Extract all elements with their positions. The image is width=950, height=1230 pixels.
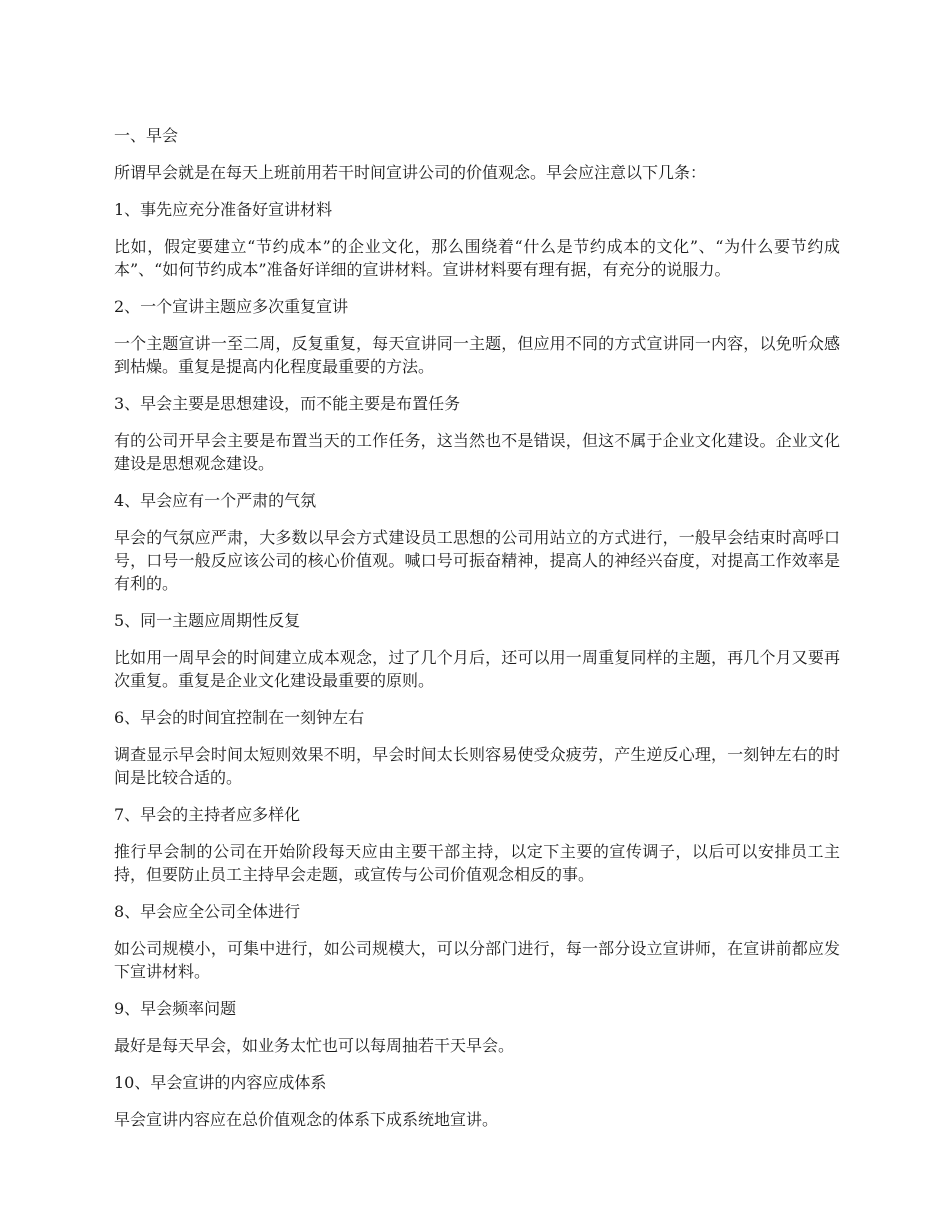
document-page	[114, 124, 840, 1145]
item-heading-4: 4、早会应有一个严肃的气氛	[114, 491, 317, 510]
item-body-1: 比如，假定要建立“节约成本”的企业文化，那么围绕着“什么是节约成本的文化”、“为什么要节约成本”、“如何节约成本”准备好详细的宣讲材料。宣讲材料要有理有据，有充分的说服力。	[114, 237, 840, 279]
item-heading-2: 2、一个宣讲主题应多次重复宣讲	[114, 297, 349, 316]
item-body-3: 有的公司开早会主要是布置当天的工作任务，这当然也不是错误，但这不属于企业文化建设。企业文化建设是思想观念建设。	[114, 431, 840, 473]
item-body-10: 早会宣讲内容应在总价值观念的体系下成系统地宣讲。	[114, 1110, 499, 1129]
item-heading-1: 1、事先应充分准备好宣讲材料	[114, 200, 333, 219]
item-heading-7: 7、早会的主持者应多样化	[114, 805, 301, 824]
item-heading-6: 6、早会的时间宜控制在一刻钟左右	[114, 708, 365, 727]
section-heading: 一、早会	[114, 126, 179, 145]
item-heading-10: 10、早会宣讲的内容应成体系	[114, 1073, 327, 1092]
item-body-2: 一个主题宣讲一至二周，反复重复，每天宣讲同一主题，但应用不同的方式宣讲同一内容，以免听众感到枯燥。重复是提高内化程度最重要的方法。	[114, 334, 840, 376]
item-heading-9: 9、早会频率问题	[114, 999, 237, 1018]
item-body-7: 推行早会制的公司在开始阶段每天应由主要干部主持，以定下主要的宣传调子，以后可以安排员工主持，但要防止员工主持早会走题，或宣传与公司价值观念相反的事。	[114, 842, 840, 884]
item-heading-5: 5、同一主题应周期性反复	[114, 611, 301, 630]
item-heading-8: 8、早会应全公司全体进行	[114, 902, 301, 921]
item-body-9: 最好是每天早会，如业务太忙也可以每周抽若干天早会。	[114, 1036, 515, 1055]
intro-paragraph: 所谓早会就是在每天上班前用若干时间宣讲公司的价值观念。早会应注意以下几条：	[114, 163, 707, 182]
item-body-4: 早会的气氛应严肃，大多数以早会方式建设员工思想的公司用站立的方式进行，一般早会结束时高呼口号，口号一般反应该公司的核心价值观。喊口号可振奋精神，提高人的神经兴奋度，对提高工作效率是有利的。	[114, 528, 840, 593]
item-body-5: 比如用一周早会的时间建立成本观念，过了几个月后，还可以用一周重复同样的主题，再几个月又要再次重复。重复是企业文化建设最重要的原则。	[114, 648, 840, 690]
item-heading-3: 3、早会主要是思想建设，而不能主要是布置任务	[114, 394, 461, 413]
item-body-8: 如公司规模小，可集中进行，如公司规模大，可以分部门进行，每一部分设立宣讲师，在宣讲前都应发下宣讲材料。	[114, 939, 840, 981]
item-body-6: 调查显示早会时间太短则效果不明，早会时间太长则容易使受众疲劳，产生逆反心理，一刻钟左右的时间是比较合适的。	[114, 745, 840, 787]
